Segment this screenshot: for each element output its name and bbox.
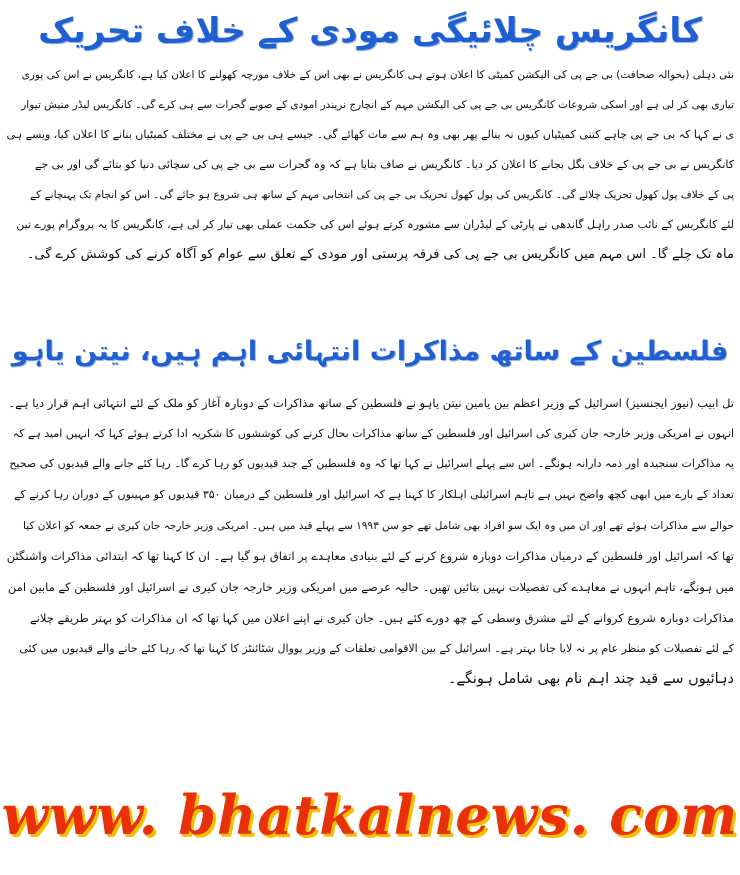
article-line: تعداد کے بارے میں ابھی کچھ واضح نہیں ہے تاہم اسرائیلی اہلکار کا کہنا ہے کہ اسرائیل اور فلسطین کے درمیان ۳۵۰ قیدیوں کو مہینوں کے دوران رہا کرنے کے [14, 488, 734, 502]
article-line: یہ مذاکرات سنجیدہ اور ذمہ دارانہ ہونگے۔ اس سے پہلے اسرائیل نے کہا تھا کہ وہ فلسطین کے چند قیدیوں کو رہا کرے گا۔ رہا کئے جانے والے قیدیوں کی صحیح [9, 457, 734, 471]
article-line: نئی دہلی (بحوالہ صحافت) بی جے پی کی الیکشن کمیٹی کا اعلان ہوتے ہی کانگریس نے بھی اس کے خلاف مورچہ کھولنے کا اعلان کیا ہے، کانگریس نے اس کی پوری [21, 69, 734, 81]
article-line: مذاکرات دوبارہ شروع کروانے کے لئے مشرق وسطی کے چھ دورے کئے ہیں۔ جان کیری نے اپنے اعلان میں کہا تھا کہ ان مذاکرات کو بہتر طریقے چلانے [29, 610, 734, 625]
article-line: تیاری بھی کر لی ہے اور اسکی شروعات کانگریس بی جے پی کی الیکشن مہم کے انچارج نریندر امودی کے صوبے گجرات سے ہی کرے گی۔ کانگریس لیڈر منیش تیوار [21, 99, 734, 111]
article-congress [4, 60, 734, 270]
article-line: کانگریس نے بی جے پی کے خلاف بگل بجانے کا اعلان کر دیا۔ کانگریس نے صاف بتایا ہے کہ وہ گجرات سے بی جے پی کی سچائی دنیا کو بتائے گی اور بی جے [34, 158, 734, 171]
article-line: ماہ تک چلے گا۔ اس مہم میں کانگریس بی جے پی کی فرقہ پرستی اور مودی کے تعلق سے عوام کو آگاہ کرنے کی کوشش کرے گی۔ [26, 247, 734, 262]
article-line: تل ابیب (نیوز ایجنسیز) اسرائیل کے وزیر اعظم بین یامین نیتن یاہو نے فلسطین کے ساتھ مذاکرات کے دوبارہ آغاز کو ملک کے لئے انتہائی اہم قرار دیا ہے۔ [8, 396, 734, 410]
article-netanyahu [4, 388, 734, 695]
article-line: حوالے سے مذاکرات ہوئے تھے اور ان میں وہ ایک سو افراد بھی شامل تھے جو سن ۱۹۹۳ سے پہلے قید میں ہیں۔ امریکی وزیر خارجہ جان کیری نے جمعہ کو اعلان کیا [23, 519, 734, 532]
article-line: انہوں نے امریکی وزیر خارجہ جان کیری کی اسرائیل اور فلسطین کے ساتھ مذاکرات بحال کرنے کی کوششوں کا شکریہ ادا کرتے ہوئے کہا کہ انہیں امید ہے کہ [12, 426, 734, 440]
headline-congress-campaign: کانگریس چلائیگی مودی کے خلاف تحریک [38, 11, 702, 51]
website-watermark: www. bhatkalnews. com [1, 783, 739, 847]
article-line: دہائیوں سے قید چند اہم نام بھی شامل ہونگے۔ [447, 671, 734, 688]
headline-netanyahu-talks: فلسطین کے ساتھ مذاکرات انتہائی اہم ہیں، نیتن یاہو [11, 336, 729, 367]
article-line: ی نے کہا کہ بی جے پی چاہے کتنی کمیٹیاں کیوں نہ بنالے پھر بھی وہ ہم سے مات کھائے گی۔ جیسے ہی بی جے پی نے مختلف کمیٹیاں بنانے کا اعلان کیا، ویسے ہی [6, 128, 734, 141]
article-line: کے لئے تفصیلات کو منظر عام پر نہ لایا جانا بہتر ہے۔ اسرائیل کے بین الاقوامی تعلقات کے وزیر یووال شٹائنٹز کا کہنا تھا کہ رہا کئے جانے والے قیدیوں میں کئی [19, 641, 734, 655]
article-line: پی کے خلاف پول کھول تحریک چلائے گی۔ کانگریس کی پول کھول تحریک بی جے پی کی انتخابی مہم کے ساتھ ہی شروع ہو جائے گی۔ اس کو انجام تک پہنچانے کے [30, 189, 734, 201]
article-line: تھا کہ اسرائیل اور فلسطین کے درمیان مذاکرات دوبارہ شروع کرنے کے لئے بنیادی معاہدے پر اتفاق ہو گیا ہے۔ ان کا کہنا تھا کہ ابتدائی مذاکرات واشنگٹن [6, 549, 734, 564]
article-line: میں ہونگے، تاہم انہوں نے معاہدے کی تفصیلات نہیں بتائیں تھیں۔ حالیہ عرصے میں امریکی وزیر خارجہ جان کیری نے اسرائیل اور فلسطین کے مابین امن [7, 580, 734, 595]
article-line: لئے کانگریس کے نائب صدر راہل گاندھی نے پارٹی کے لیڈران سے مشورہ کرتے ہوئے اس کی حکمت عملی بھی تیار کر لی ہے، کانگریس کا یہ پروگرام پورے تین [16, 218, 734, 231]
